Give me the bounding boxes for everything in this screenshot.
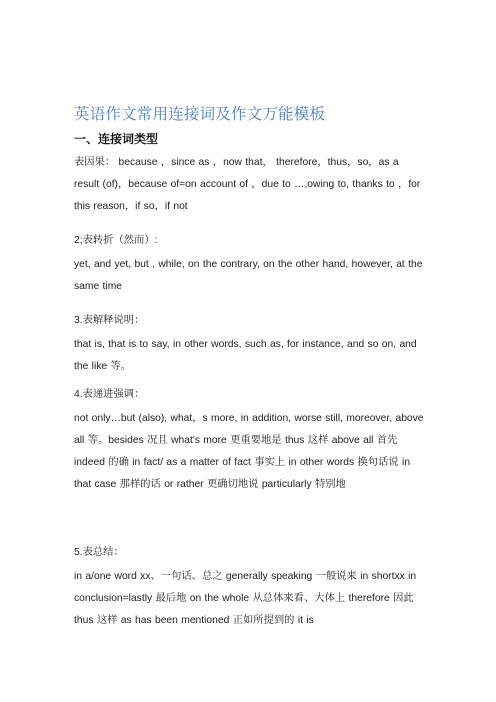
section-heading: 一、连接词类型 (74, 132, 159, 146)
paragraph-explanation: that is, that is to say, in other words, such as, for instance, and so on, and the like 等。 (74, 339, 417, 372)
paragraph-summary: in a/one word xx、一句话、总之 generally speaking 一般说来 in shortxx in conclusion=lastly 最后地 on the whole 从总体来看、大体上 therefore 因此 thus 这样 as has been mentioned 正如所提到的 it is (74, 571, 417, 626)
paragraph-emphasis: not only…but (also), what，s more, in addition, worse still, moreover, above all 等。besides 况且 what's more 更重要地是 thus 这样 above all 首先 indeed 的确 in fact/ as a matter of fact 事实上 in other words 换句话说 in that case 那样的话 or rather 更确切地说 particularly 特别地 (74, 413, 424, 490)
label-emphasis: 4.表递进强调： (74, 389, 145, 400)
paragraph-contrast: yet, and yet, but , while, on the contrary, on the other hand, however, at the same time (74, 259, 423, 292)
document-title: 英语作文常用连接词及作文万能模板 (74, 105, 326, 123)
label-summary: 5.表总结： (74, 547, 124, 558)
paragraph-cause-effect: 表因果： because ，since as ，now that， therefore，thus，so，as a result (of)，because of=on account of ，due to …,owing to, thanks to ，for this reason，if so，if not (74, 157, 421, 212)
label-contrast: 2;表转折（然而）: (74, 235, 158, 246)
label-explanation: 3.表解释说明： (74, 315, 145, 326)
